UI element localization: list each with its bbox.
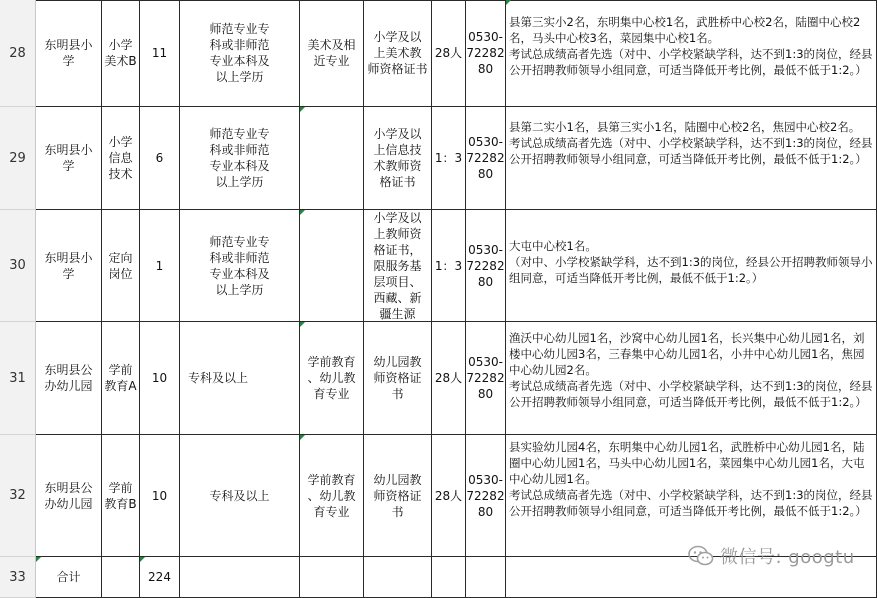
wechat-icon bbox=[688, 545, 714, 567]
cell-unit[interactable] bbox=[36, 0, 102, 107]
cell-notes[interactable]: 县实验幼儿园4名，东明集中心幼儿园1名，武胜桥中心幼儿园1名，陆圈中心幼儿园1名，马头中心幼儿园1名，菜园集中心幼儿园1名，大屯中心幼儿园1名。 考试总成绩高者先选（对中、小学校紧缺学科，达不到1:3的岗位，经县公开招聘教师领导小组同意，可适当降低开考比例，最低不低于1:2。） bbox=[506, 435, 877, 557]
cell-unit[interactable] bbox=[36, 210, 102, 322]
education-text: 师范专业专 科或非师范 专业本科及 以上学历 bbox=[209, 234, 270, 297]
post-text: 小学 美术B bbox=[104, 38, 137, 68]
cell-ratio[interactable] bbox=[432, 210, 466, 322]
cell-empty[interactable] bbox=[432, 557, 466, 598]
cell-education[interactable] bbox=[180, 435, 300, 557]
unit-text: 东明县小 学 bbox=[44, 38, 93, 68]
cell-qualification[interactable] bbox=[364, 322, 432, 435]
phone-text: 0530- 72282 80 bbox=[466, 472, 505, 519]
unit-text: 东明县公 办幼儿园 bbox=[44, 480, 93, 511]
cell-major[interactable] bbox=[300, 435, 364, 557]
education-text: 师范专业专 科或非师范 专业本科及 以上学历 bbox=[209, 22, 270, 84]
cell-empty[interactable] bbox=[180, 557, 300, 598]
cell-comment-marker bbox=[506, 0, 511, 5]
cell-comment-marker bbox=[300, 435, 305, 440]
cell-education[interactable] bbox=[180, 0, 300, 107]
qualification-text: 小学及以 上教师资 格证书， 限服务基 层项目、 西藏、新 疆生源 bbox=[373, 210, 422, 321]
count-text: 10 bbox=[151, 488, 168, 503]
ratio-text: 28人 bbox=[434, 46, 463, 60]
ratio-text: 1：3 bbox=[434, 151, 463, 165]
cell-phone[interactable] bbox=[466, 0, 506, 107]
cell-count[interactable] bbox=[140, 107, 180, 210]
qualification-text: 幼儿园教 师资格证 书 bbox=[373, 355, 422, 401]
row-header-29[interactable]: 29 bbox=[0, 107, 36, 210]
cell-total-count[interactable] bbox=[140, 557, 180, 598]
cell-comment-marker bbox=[36, 557, 41, 562]
cell-phone[interactable] bbox=[466, 107, 506, 210]
cell-phone[interactable] bbox=[466, 322, 506, 435]
cell-empty[interactable] bbox=[364, 557, 432, 598]
phone-text: 0530- 72282 80 bbox=[466, 30, 505, 76]
post-text: 定向 岗位 bbox=[108, 250, 133, 281]
phone-text: 0530- 72282 80 bbox=[466, 242, 505, 289]
row-header-33[interactable]: 33 bbox=[0, 557, 36, 598]
row-header-31[interactable]: 31 bbox=[0, 322, 36, 435]
cell-post[interactable] bbox=[102, 107, 140, 210]
cell-education[interactable] bbox=[180, 210, 300, 322]
cell-major[interactable] bbox=[300, 210, 364, 322]
cell-major[interactable] bbox=[300, 0, 364, 107]
row-header-32[interactable]: 32 bbox=[0, 435, 36, 557]
education-text: 师范专业专 科或非师范 专业本科及 以上学历 bbox=[209, 127, 270, 189]
total-label-text: 合计 bbox=[56, 570, 81, 584]
cell-comment-marker bbox=[300, 322, 305, 327]
cell-qualification[interactable] bbox=[364, 210, 432, 322]
post-text: 学前 教育A bbox=[104, 363, 137, 393]
count-text: 11 bbox=[151, 46, 168, 60]
major-text: 学前教育 、幼儿教 育专业 bbox=[307, 355, 356, 401]
cell-count[interactable] bbox=[140, 435, 180, 557]
cell-notes[interactable]: 县第二实小1名，县第三实小1名，陆圈中心校2名，焦园中心校2名。 考试总成绩高者先选（对中、小学校紧缺学科，达不到1:3的岗位，经县公开招聘教师领导小组同意，可适当降低开考比例，最低不低于1:2。） bbox=[506, 107, 877, 210]
count-text: 6 bbox=[155, 151, 164, 165]
cell-ratio[interactable] bbox=[432, 322, 466, 435]
cell-post[interactable] bbox=[102, 435, 140, 557]
qualification-text: 小学及以 上美术教 师资格证书 bbox=[367, 30, 428, 76]
post-text: 学前 教育B bbox=[104, 480, 137, 511]
unit-text: 东明县小 学 bbox=[44, 250, 93, 281]
cell-education[interactable] bbox=[180, 107, 300, 210]
cell-phone[interactable] bbox=[466, 435, 506, 557]
watermark-text: 微信号: googtu bbox=[720, 547, 855, 568]
cell-ratio[interactable] bbox=[432, 435, 466, 557]
total-count-text: 224 bbox=[148, 570, 171, 584]
wechat-watermark bbox=[688, 541, 855, 571]
ratio-text: 28人 bbox=[434, 488, 463, 503]
unit-text: 东明县小 学 bbox=[44, 143, 93, 173]
cell-comment-marker bbox=[300, 210, 305, 215]
cell-total-label[interactable] bbox=[36, 557, 102, 598]
cell-empty[interactable] bbox=[466, 557, 506, 598]
qualification-text: 小学及以 上信息技 术教师资 格证书 bbox=[373, 127, 422, 189]
cell-comment-marker bbox=[300, 107, 305, 112]
count-text: 10 bbox=[151, 371, 168, 385]
cell-notes[interactable]: 县第三实小2名，东明集中心校1名，武胜桥中心校2名，陆圈中心校2名，马头中心校3名，菜园集中心校1名。 考试总成绩高者先选（对中、小学校紧缺学科，达不到1:3的岗位，经县公开招聘教师领导小组同意，可适当降低开考比例，最低不低于1:2。） bbox=[506, 0, 877, 107]
cell-count[interactable] bbox=[140, 210, 180, 322]
phone-text: 0530- 72282 80 bbox=[466, 135, 505, 181]
cell-qualification[interactable] bbox=[364, 0, 432, 107]
cell-comment-marker bbox=[140, 557, 145, 562]
ratio-text: 1：3 bbox=[434, 258, 463, 273]
cell-count[interactable] bbox=[140, 0, 180, 107]
cell-empty[interactable] bbox=[102, 557, 140, 598]
cell-qualification[interactable] bbox=[364, 107, 432, 210]
cell-education[interactable] bbox=[180, 322, 300, 435]
cell-post[interactable] bbox=[102, 210, 140, 322]
cell-phone[interactable] bbox=[466, 210, 506, 322]
row-header-28[interactable]: 28 bbox=[0, 0, 36, 107]
major-text: 美术及相 近专业 bbox=[307, 38, 356, 68]
qualification-text: 幼儿园教 师资格证 书 bbox=[373, 472, 422, 519]
phone-text: 0530- 72282 80 bbox=[466, 355, 505, 401]
cell-unit[interactable] bbox=[36, 322, 102, 435]
education-text: 专科及以上 bbox=[209, 488, 270, 503]
unit-text: 东明县公 办幼儿园 bbox=[44, 363, 93, 393]
ratio-text: 28人 bbox=[434, 371, 463, 385]
cell-count[interactable] bbox=[140, 322, 180, 435]
cell-notes[interactable]: 渔沃中心幼儿园1名，沙窝中心幼儿园1名，长兴集中心幼儿园1名，刘楼中心幼儿园3名，三春集中心幼儿园1名，小井中心幼儿园1名，焦园中心幼儿园2名。 考试总成绩高者先选（对中、小学校紧缺学科，达不到1:3的岗位，经县公开招聘教师领导小组同意，可适当降低开考比例，最低不低于1:2。） bbox=[506, 322, 877, 435]
cell-post[interactable] bbox=[102, 322, 140, 435]
row-header-30[interactable]: 30 bbox=[0, 210, 36, 322]
cell-post[interactable] bbox=[102, 0, 140, 107]
cell-ratio[interactable] bbox=[432, 107, 466, 210]
cell-major[interactable] bbox=[300, 322, 364, 435]
cell-unit[interactable] bbox=[36, 435, 102, 557]
cell-major[interactable] bbox=[300, 107, 364, 210]
cell-notes[interactable]: 大屯中心校1名。 （对中、小学校紧缺学科，达不到1:3的岗位，经县公开招聘教师领导小组同意，可适当降低开考比例，最低不低于1:2。） bbox=[506, 210, 877, 322]
cell-empty[interactable] bbox=[300, 557, 364, 598]
cell-qualification[interactable] bbox=[364, 435, 432, 557]
major-text: 学前教育 、幼儿教 育专业 bbox=[307, 472, 356, 519]
post-text: 小学 信息 技术 bbox=[108, 135, 133, 181]
education-text: 专科及以上 bbox=[188, 371, 249, 385]
cell-unit[interactable] bbox=[36, 107, 102, 210]
count-text: 1 bbox=[155, 258, 164, 273]
cell-ratio[interactable] bbox=[432, 0, 466, 107]
